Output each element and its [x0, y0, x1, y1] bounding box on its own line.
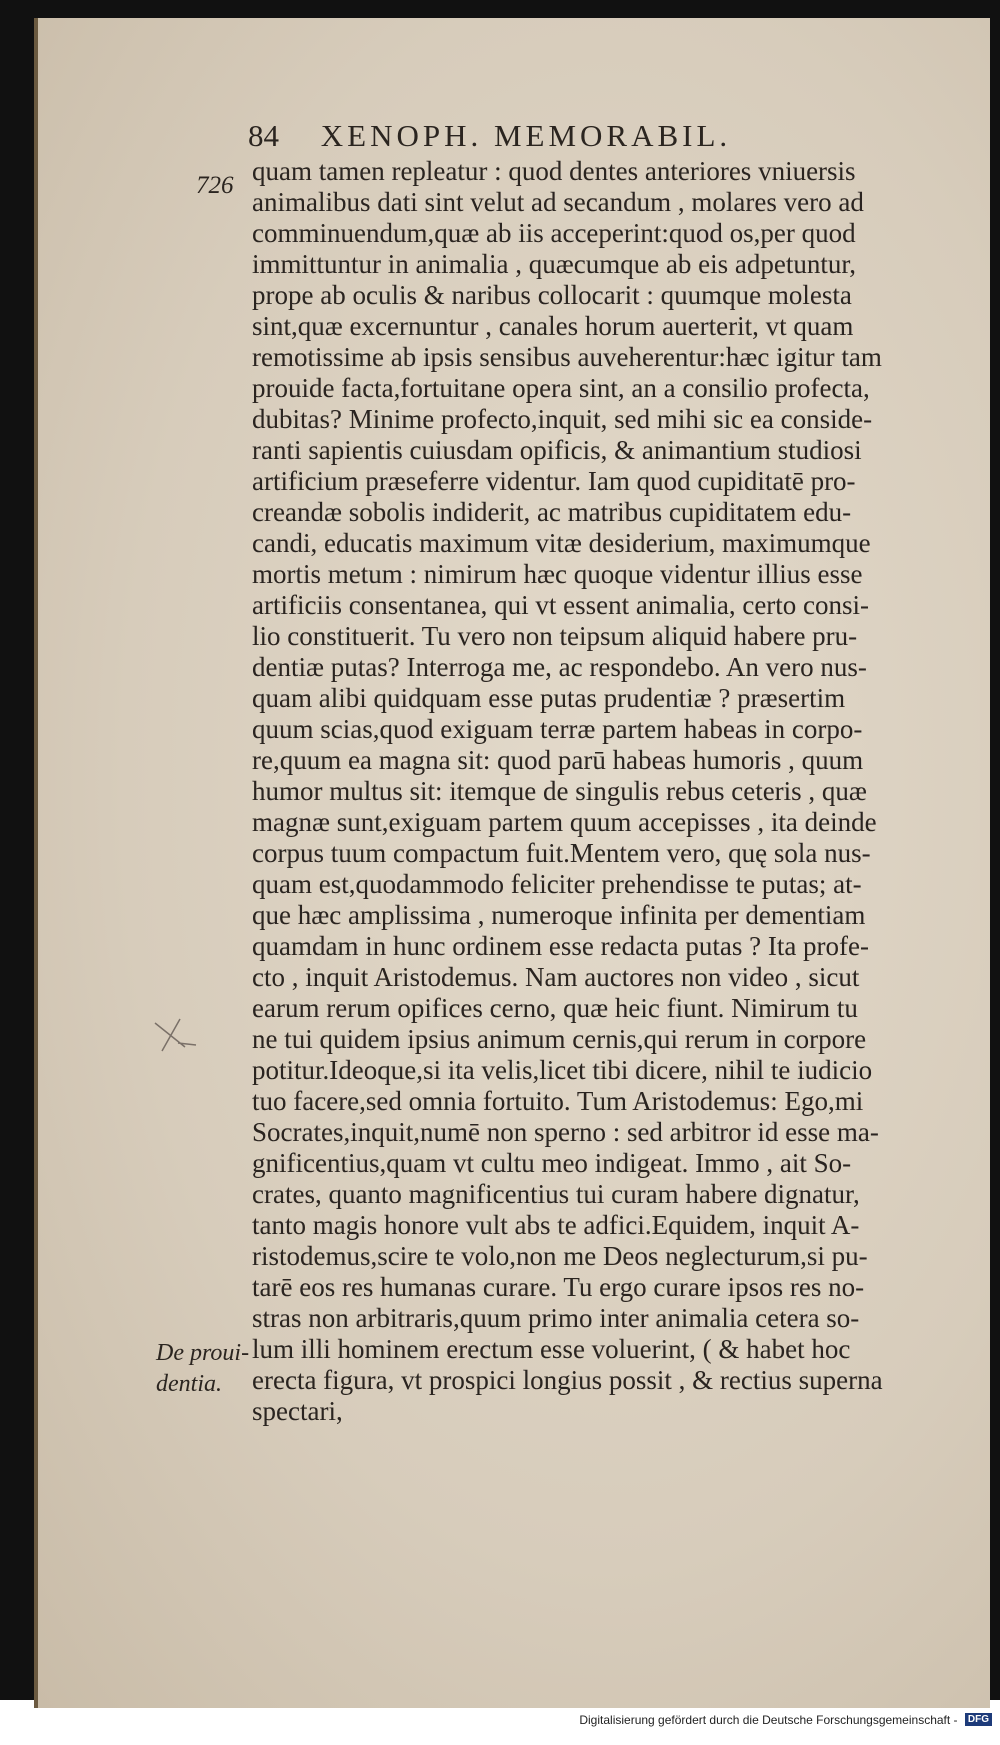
text-line: quum scias,quod exiguam terræ partem habeas in corpo- [252, 714, 863, 744]
text-line: artificiis consentanea, qui vt essent animalia, certo consi- [252, 590, 870, 620]
text-line: dentiæ putas? Interroga me, ac respondebo. An vero nus- [252, 652, 867, 682]
side-note [156, 1338, 249, 1400]
margin-reference-number: 726 [196, 172, 234, 199]
text-line: ristodemus,scire te volo,non me Deos neglecturum,si pu- [252, 1241, 868, 1271]
text-line: tanto magis honore vult abs te adfici.Equidem, inquit A- [252, 1210, 860, 1240]
text-line: magnæ sunt,exiguam partem quum accepisses , ita deinde [252, 807, 877, 837]
body-text [252, 156, 960, 1427]
page-number: 84 [248, 118, 279, 153]
text-line: quam tamen repleatur : quod dentes anteriores vniuersis [252, 156, 856, 186]
text-line: corpus tuum compactum fuit.Mentem vero, quę sola nus- [252, 838, 871, 868]
text-line: prope ab oculis & naribus collocarit : quumque molesta [252, 280, 852, 310]
text-line: quamdam in hunc ordinem esse redacta putas ? Ita profe- [252, 931, 870, 961]
text-line: artificium præseferre videntur. Iam quod cupiditatē pro- [252, 466, 856, 496]
running-header [248, 118, 848, 154]
text-line: comminuendum,quæ ab iis acceperint:quod os,per quod [252, 218, 856, 248]
text-line: cto , inquit Aristodemus. Nam auctores non video , sicut [252, 962, 860, 992]
text-line: earum rerum opifices cerno, quæ heic fiunt. Nimirum tu [252, 993, 858, 1023]
text-line: que hæc amplissima , numeroque infinita per dementiam [252, 900, 866, 930]
digitization-footer [0, 1712, 1000, 1740]
footer-credit: Digitalisierung gefördert durch die Deutsche Forschungsgemeinschaft - [579, 1712, 958, 1727]
side-note-line: De proui- [156, 1340, 250, 1366]
text-line: Socrates,inquit,numē non sperno : sed arbitror id esse ma- [252, 1117, 879, 1147]
dfg-logo: DFG [965, 1713, 992, 1726]
text-line: candi, educatis maximum vitæ desiderium, maximumque [252, 528, 871, 558]
text-line: re,quum ea magna sit: quod parū habeas humoris , quum [252, 745, 864, 775]
pencil-cross-mark [150, 1015, 200, 1055]
text-line: quam alibi quidquam esse putas prudentiæ ? præsertim [252, 683, 846, 713]
text-line: quam est,quodammodo feliciter prehendisse te putas; at- [252, 869, 862, 899]
text-line: spectari, [252, 1396, 343, 1426]
text-line: erecta figura, vt prospici longius possit , & rectius superna [252, 1365, 883, 1395]
side-note-line: dentia. [156, 1371, 222, 1397]
text-line: prouide facta,fortuitane opera sint, an a consilio profecta, [252, 373, 870, 403]
text-line: lio constituerit. Tu vero non teipsum aliquid habere pru- [252, 621, 858, 651]
text-line: sint,quæ excernuntur , canales horum auerterit, vt quam [252, 311, 854, 341]
text-line: immittuntur in animalia , quæcumque ab eis adpetuntur, [252, 249, 857, 279]
text-line: stras non arbitraris,quum primo inter animalia cetera so- [252, 1303, 860, 1333]
text-line: tuo facere,sed omnia fortuito. Tum Aristodemus: Ego,mi [252, 1086, 864, 1116]
text-line: lum illi hominem erectum esse voluerint, ( & habet hoc [252, 1334, 851, 1364]
text-line: humor multus sit: itemque de singulis rebus ceteris , quæ [252, 776, 867, 806]
text-line: creandæ sobolis indiderit, ac matribus cupiditatem edu- [252, 497, 852, 527]
text-line: animalibus dati sint velut ad secandum , molares vero ad [252, 187, 864, 217]
text-line: gnificentius,quam vt cultu meo indigeat. Immo , ait So- [252, 1148, 852, 1178]
text-line: ne tui quidem ipsius animum cernis,qui rerum in corpore [252, 1024, 867, 1054]
text-line: crates, quanto magnificentius tui curam habere dignatur, [252, 1179, 860, 1209]
running-title: XENOPH. MEMORABIL. [320, 118, 732, 153]
text-line: potitur.Ideoque,si ita velis,licet tibi dicere, nihil te iudicio [252, 1055, 873, 1085]
text-line: tarē eos res humanas curare. Tu ergo curare ipsos res no- [252, 1272, 865, 1302]
text-line: dubitas? Minime profecto,inquit, sed mihi sic ea conside- [252, 404, 873, 434]
text-line: ranti sapientis cuiusdam opificis, & animantium studiosi [252, 435, 862, 465]
text-line: mortis metum : nimirum hæc quoque videntur illius esse [252, 559, 863, 589]
text-line: remotissime ab ipsis sensibus auveherentur:hæc igitur tam [252, 342, 882, 372]
